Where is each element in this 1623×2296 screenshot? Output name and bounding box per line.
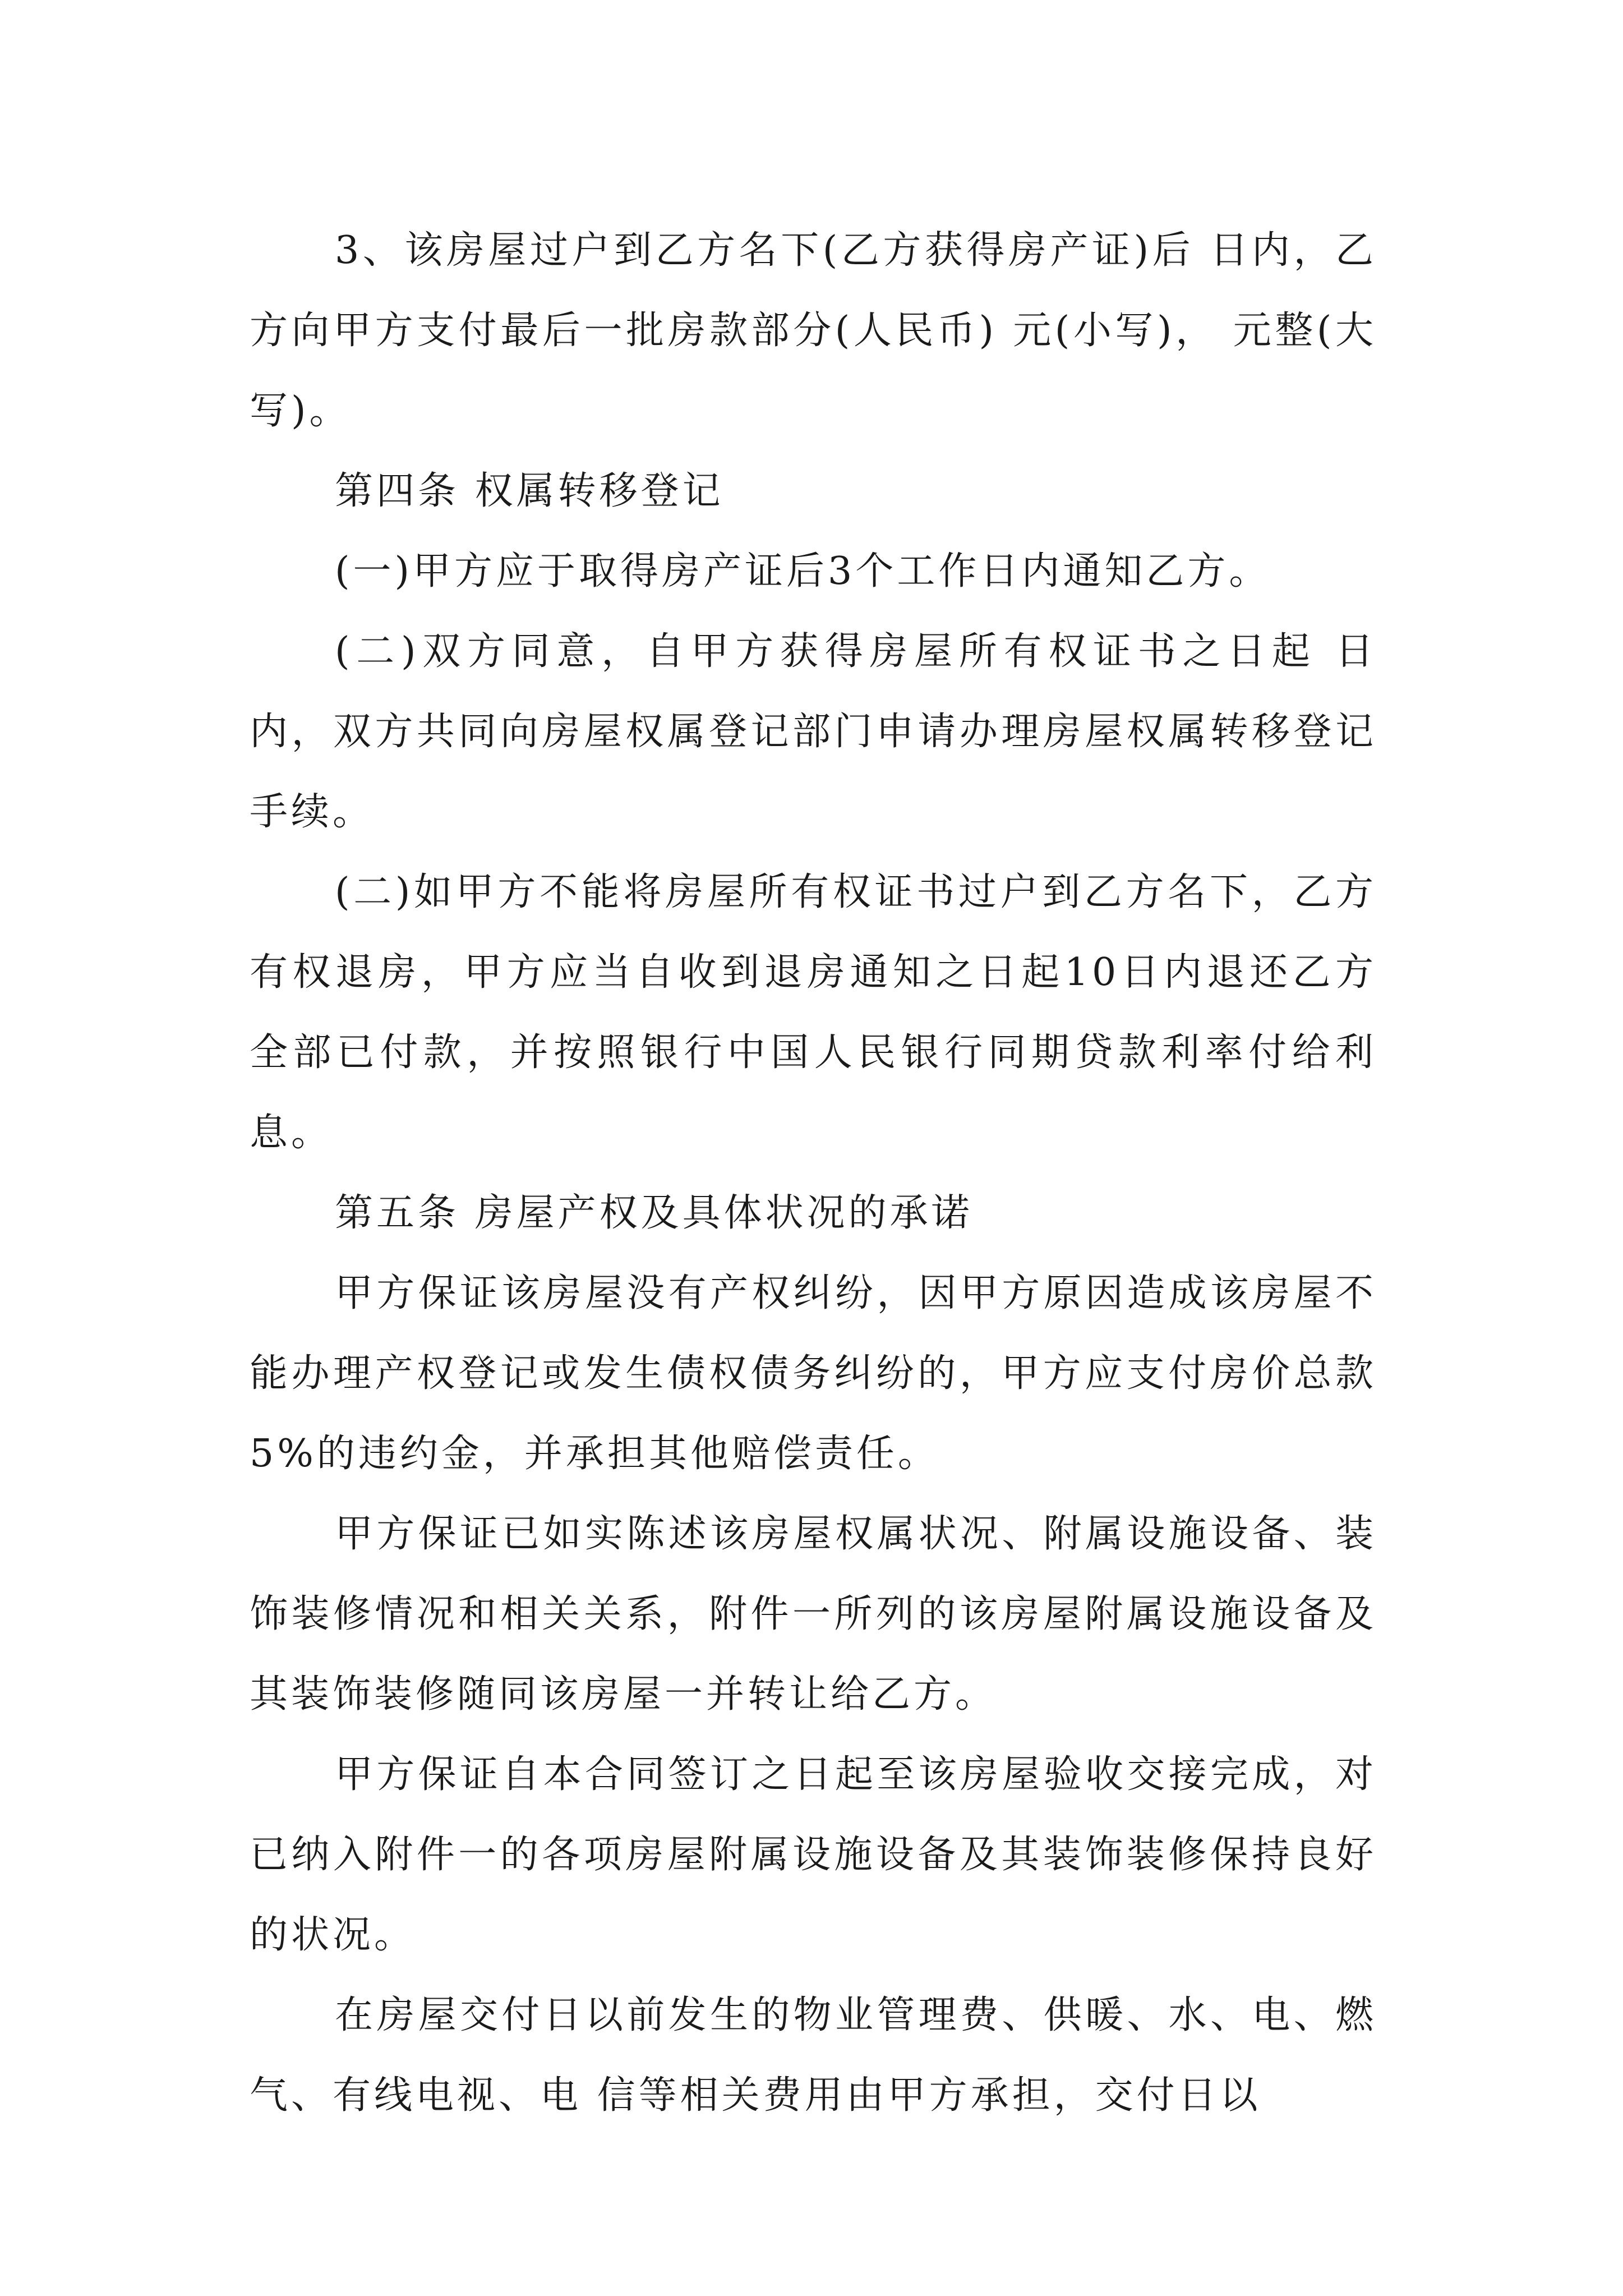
paragraph-utility-fees: 在房屋交付日以前发生的物业管理费、供暖、水、电、燃气、有线电视、电 信等相关费用由甲方承担，交付日以 <box>250 1993 1377 2118</box>
paragraph-maintenance-guarantee: 甲方保证自本合同签订之日起至该房屋验收交接完成，对已纳入附件一的各项房屋附属设施设备及其装饰装修保持良好的状况。 <box>250 1752 1377 1957</box>
section-heading-article-5: 第五条 房屋产权及具体状况的承诺 <box>335 1191 973 1235</box>
section-heading-article-4: 第四条 权属转移登记 <box>335 469 724 513</box>
paragraph-no-dispute-guarantee: 甲方保证该房屋没有产权纠纷，因甲方原因造成该房屋不能办理产权登记或发生债权债务纠纷的，甲方应支付房价总款5%的违约金，并承担其他赔偿责任。 <box>250 1271 1377 1476</box>
document-body <box>250 210 1377 2136</box>
paragraph-final-payment: 3、该房屋过户到乙方名下(乙方获得房产证)后 日内，乙方向甲方支付最后一批房款部分(人民币) 元(小写)， 元整(大写)。 <box>250 228 1377 433</box>
paragraph-refund-clause: (二)如甲方不能将房屋所有权证书过户到乙方名下，乙方有权退房，甲方应当自收到退房通知之日起10日内退还乙方全部已付款，并按照银行中国人民银行同期贷款利率付给利息。 <box>250 870 1377 1155</box>
paragraph-transfer-registration: (二)双方同意，自甲方获得房屋所有权证书之日起 日内，双方共同向房屋权属登记部门申请办理房屋权属转移登记手续。 <box>250 629 1377 834</box>
paragraph-facilities-guarantee: 甲方保证已如实陈述该房屋权属状况、附属设施设备、装饰装修情况和相关关系，附件一所列的该房屋附属设施设备及其装饰装修随同该房屋一并转让给乙方。 <box>250 1512 1377 1717</box>
paragraph-notify-buyer: (一)甲方应于取得房产证后3个工作日内通知乙方。 <box>335 549 1271 593</box>
